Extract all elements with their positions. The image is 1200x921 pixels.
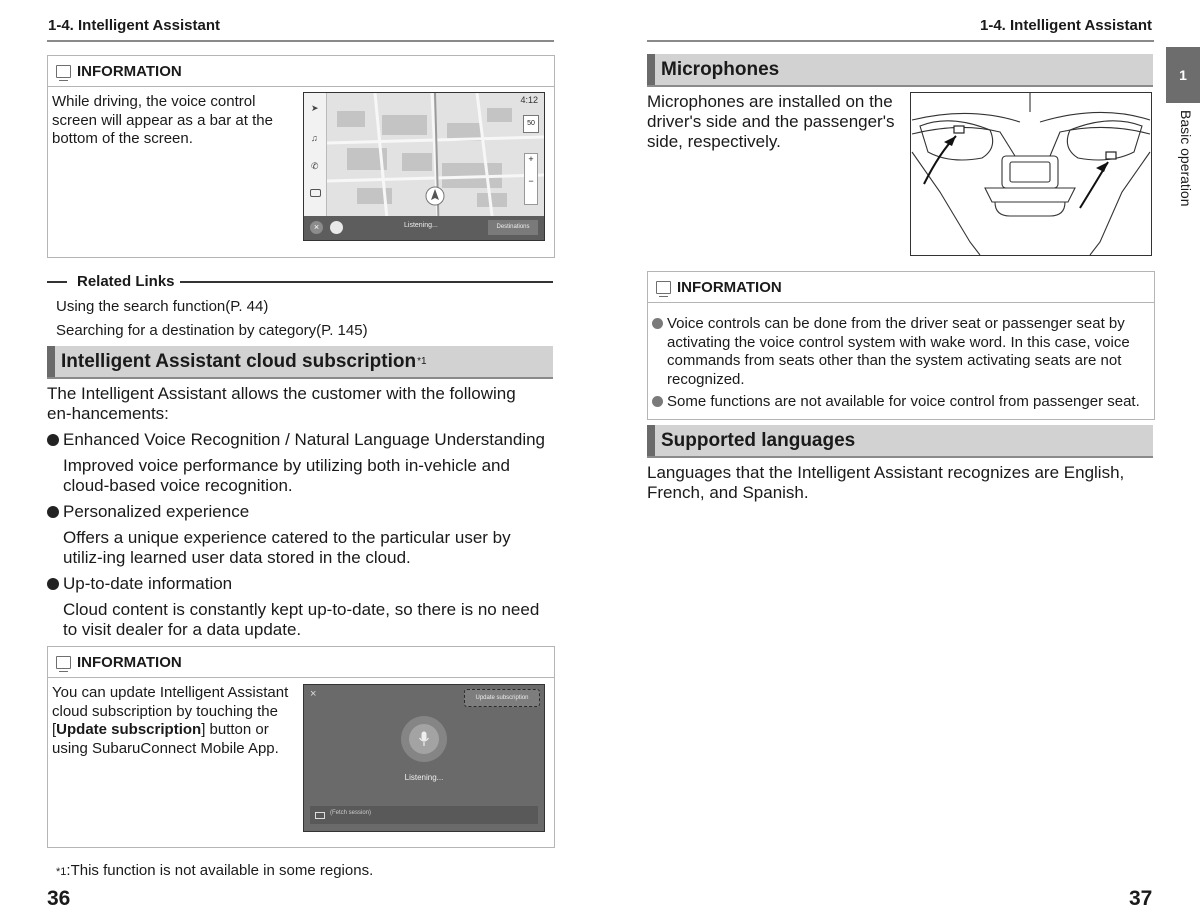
right-running-header: 1-4. Intelligent Assistant: [980, 17, 1152, 34]
keyboard-icon: [315, 812, 325, 819]
info-box-voice-controls: [647, 271, 1155, 420]
speed-limit-sign: 50: [523, 115, 539, 133]
list-item-heading: Personalized experience: [63, 502, 250, 521]
close-icon: ×: [310, 688, 317, 700]
list-item-heading: Up-to-date information: [63, 574, 233, 593]
info-box-update-subscription: [47, 646, 555, 848]
navigation-screen-image: [303, 92, 545, 241]
driver-microphone-marker: [954, 126, 964, 133]
section-title: Supported languages: [661, 429, 856, 451]
info-box-header: [48, 56, 554, 87]
information-book-icon: [656, 281, 671, 294]
zoom-in-icon: +: [528, 154, 534, 164]
voice-input-text: (Fetch session): [330, 810, 372, 816]
info-box-title: INFORMATION: [677, 278, 782, 296]
left-header-rule: [47, 40, 554, 42]
voice-control-bar: [304, 216, 544, 240]
page-number: 36: [47, 887, 71, 910]
information-book-icon: [56, 65, 71, 78]
phone-icon: ✆: [311, 161, 319, 171]
related-links-title: Related Links: [77, 273, 175, 290]
list-item: [47, 502, 552, 522]
footnote-marker: *1: [417, 356, 427, 367]
update-subscription-button: Update subscription: [464, 689, 540, 707]
voice-listening-screen-image: [303, 684, 545, 832]
list-item: [47, 574, 552, 594]
info-box-header: [48, 647, 554, 678]
bullet-icon: [652, 318, 663, 329]
related-links-rule-left: [47, 281, 67, 283]
section-intro: The Intelligent Assistant allows the customer with the following en-hancements:: [47, 384, 516, 423]
bullet-icon: [652, 396, 663, 407]
music-icon: ♫: [311, 133, 318, 143]
microphone-icon: [418, 731, 430, 747]
section-heading: [47, 346, 553, 377]
section-heading-supported-languages: [647, 425, 1153, 456]
car-icon: [310, 189, 321, 197]
info-box-voice-bar: [47, 55, 555, 258]
related-links-rule-right: [180, 281, 553, 283]
nav-time: 4:12: [520, 95, 538, 105]
voice-orb-icon: [330, 221, 343, 234]
info-bullet: [652, 393, 1147, 412]
list-item-description: Improved voice performance by utilizing both in-vehicle and cloud-based voice recognition.: [63, 456, 510, 495]
chapter-tab-label: Basic operation: [1178, 110, 1194, 207]
listening-text: Listening...: [404, 773, 444, 782]
info-box-text: You can update Intelligent Assistant cloud subscription by touching the [Update subscription] button or using SubaruConnect Mobile App.: [52, 684, 289, 757]
navigation-arrow-icon: ➤: [311, 103, 319, 113]
info-box-title: INFORMATION: [77, 653, 182, 671]
info-bullet-text: Voice controls can be done from the driver seat or passenger seat by activating the voice control system with wake word. In this case, voice commands from seats other than the system activating seats are not recognized.: [667, 315, 1130, 388]
section-rule: [647, 85, 1153, 87]
zoom-controls: [524, 153, 538, 205]
bullet-icon: [47, 578, 59, 590]
info-bullet-text: Some functions are not available for voice control from passenger seat.: [667, 393, 1140, 410]
list-item-heading: Enhanced Voice Recognition / Natural Language Understanding: [63, 430, 546, 449]
section-title: Intelligent Assistant cloud subscription: [61, 350, 417, 372]
footnote: *1:This function is not available in some regions.: [56, 862, 374, 879]
bullet-icon: [47, 434, 59, 446]
close-icon: ×: [310, 221, 323, 234]
list-item-description: Offers a unique experience catered to the particular user by utiliz-ing learned user data stored in the cloud.: [63, 528, 511, 567]
info-bullet: [652, 315, 1147, 389]
info-box-title: INFORMATION: [77, 62, 182, 80]
related-link[interactable]: Searching for a destination by category(P. 145): [56, 322, 368, 339]
bullet-icon: [47, 506, 59, 518]
voice-input-bar: [310, 806, 538, 824]
section-rule: [47, 377, 553, 379]
chapter-tab: 1: [1166, 47, 1200, 103]
microphones-text: Microphones are installed on the driver's side and the passenger's side, respectively.: [647, 92, 895, 151]
left-running-header: 1-4. Intelligent Assistant: [48, 17, 220, 34]
zoom-out-icon: −: [528, 176, 534, 186]
supported-languages-text: Languages that the Intelligent Assistant recognizes are English, French, and Spanish.: [647, 463, 1125, 502]
section-heading-microphones: [647, 54, 1153, 85]
section-rule: [647, 456, 1153, 458]
microphone-location-illustration: [910, 92, 1152, 256]
section-title: Microphones: [661, 58, 780, 80]
passenger-microphone-marker: [1106, 152, 1116, 159]
information-book-icon: [56, 656, 71, 669]
info-box-header: [648, 272, 1154, 303]
info-box-text: While driving, the voice control screen will appear as a bar at the bottom of the screen.: [52, 93, 273, 147]
list-item-description: Cloud content is constantly kept up-to-date, so there is no need to visit dealer for a data update.: [63, 600, 540, 639]
page-number: 37: [1129, 887, 1153, 910]
related-link[interactable]: Using the search function(P. 44): [56, 298, 269, 315]
destinations-button: Destinations: [488, 220, 538, 235]
listening-text: Listening...: [404, 222, 438, 229]
list-item: [47, 430, 552, 450]
right-header-rule: [647, 40, 1154, 42]
